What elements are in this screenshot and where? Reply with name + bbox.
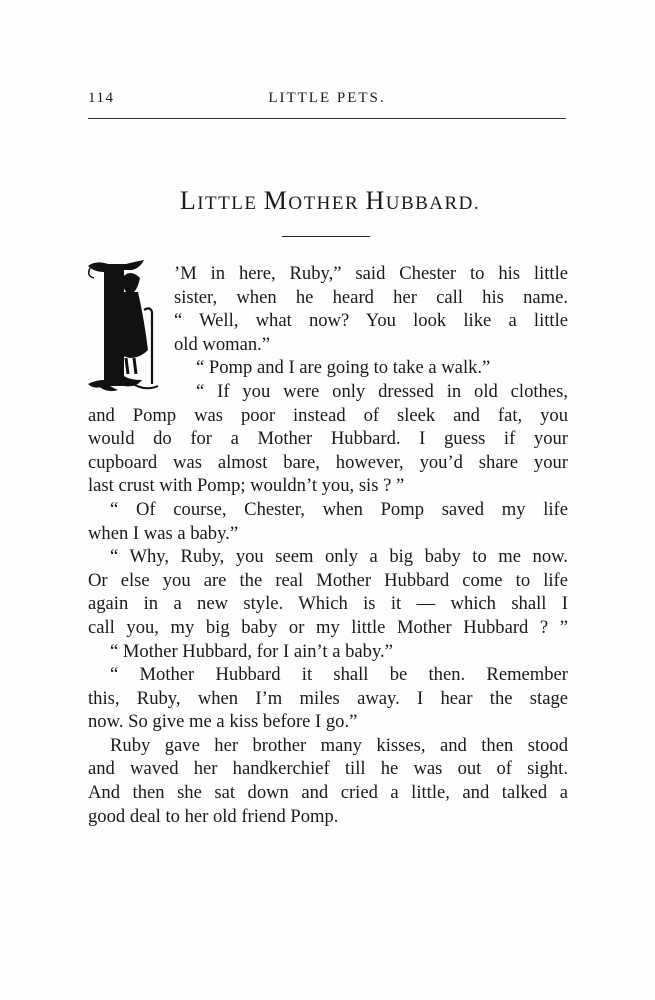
text-line: good deal to her old friend Pomp.	[88, 805, 339, 827]
text-line: and Pomp was poor instead of sleek and fat, you	[88, 404, 568, 426]
text-line: sister, when he heard her call his name.	[174, 286, 568, 308]
chapter-title-initial-1: L	[179, 186, 198, 215]
text-line: “ Mother Hubbard, for I ain’t a baby.”	[110, 640, 393, 662]
text-line: ’M in here, Ruby,” said Chester to his little	[174, 263, 568, 284]
text-line: And then she sat down and cried a little, and talked a	[88, 782, 568, 804]
chapter-title-part-1: ITTLE	[197, 193, 264, 214]
text-line: would do for a Mother Hubbard. I guess if your	[88, 428, 568, 450]
chapter-title-part-2: OTHER	[288, 193, 366, 214]
header-rule	[88, 118, 566, 119]
text-line: when I was a baby.”	[88, 522, 239, 544]
chapter-title-part-3: UBBARD.	[385, 193, 481, 214]
text-line: “ Pomp and I are going to take a walk.”	[196, 357, 491, 379]
text-line: call you, my big baby or my little Mother Hubbard ? ”	[88, 616, 568, 638]
running-title: LITTLE PETS.	[268, 90, 386, 106]
text-line: “ Why, Ruby, you seem only a big baby to me now.	[110, 546, 568, 568]
text-line: last crust with Pomp; wouldn’t you, sis ? ”	[88, 475, 405, 497]
text-line: Or else you are the real Mother Hubbard come to life	[88, 569, 568, 591]
page-number: 114	[88, 90, 115, 106]
chapter-title-initial-3: H	[365, 186, 386, 215]
text-line: Ruby gave her brother many kisses, and then stood	[110, 734, 568, 756]
text-line: “ If you were only dressed in old clothes,	[196, 380, 568, 402]
text-line: “ Mother Hubbard it shall be then. Remember	[110, 664, 568, 686]
text-line: “ Of course, Chester, when Pomp saved my life	[110, 498, 568, 520]
text-line: old woman.”	[174, 333, 271, 355]
text-line: “ Well, what now? You look like a little	[174, 310, 568, 332]
text-line: now. So give me a kiss before I go.”	[88, 711, 358, 733]
text-line: and waved her handkerchief till he was out of sight.	[88, 758, 568, 780]
chapter-title-initial-2: M	[263, 186, 289, 215]
title-rule	[282, 236, 370, 237]
text-line: this, Ruby, when I’m miles away. I hear the stage	[88, 687, 568, 709]
running-head	[88, 90, 566, 112]
text-line: cupboard was almost bare, however, you’d share your	[88, 451, 568, 473]
chapter-title	[60, 186, 600, 216]
body-text	[88, 262, 568, 828]
text-line: again in a new style. Which is it — which shall I	[88, 593, 568, 615]
